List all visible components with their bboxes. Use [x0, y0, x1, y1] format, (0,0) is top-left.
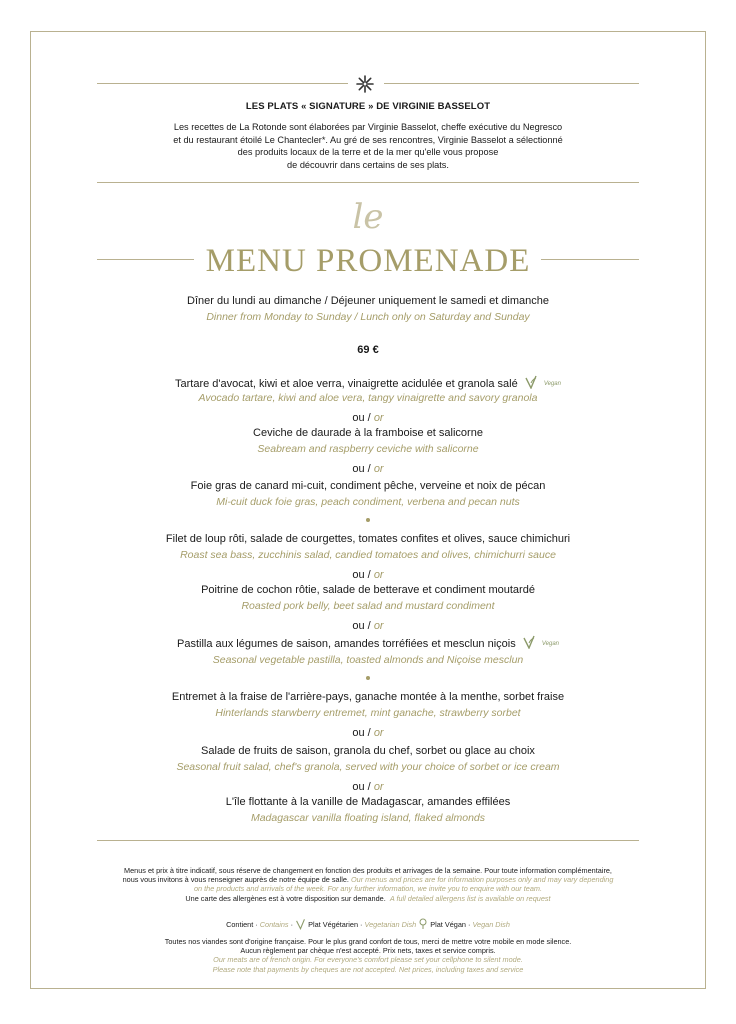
- menu-title: MENU PROMENADE: [205, 243, 531, 279]
- dish-fr: Tartare d'avocat, kiwi et aloe verra, vinaigrette acidulée et granola salé Vegan: [0, 375, 736, 393]
- vegan-icon: [418, 918, 428, 932]
- dietary-legend: Contient · Contains · Plat Végétarien · Vegetarian Dish Plat Végan · Vegan Dish: [0, 918, 736, 932]
- dish-en: Seabream and raspberry ceviche with salicorne: [257, 443, 479, 455]
- vegan-icon: Vegan: [541, 641, 559, 647]
- or-separator: ou / or: [352, 569, 384, 581]
- footer-notes: Toutes nos viandes sont d'origine française. Pour le plus grand confort de tous, merci de mettre votre mobile en mode silence. Aucun règlement par chèque n'est accepté. Prix nets, taxes et service compris. Our meats are of french origin. For everyone's comfort please set your cellphone to silent mode. Please note that payments by cheques are not accepted. Net prices, including taxes and service: [164, 937, 572, 974]
- signature-text: Les recettes de La Rotonde sont élaborées par Virginie Basselot, cheffe exécutive du Negresco et du restaurant étoilé Le Chantecler*. Au gré de ses rencontres, Virginie Basselot a sélectionné des produits locaux de la terre et de la mer qu'elle vous propose de découvrir dans certains de ses plats.: [173, 122, 563, 170]
- or-separator: ou / or: [352, 620, 384, 632]
- dish-en: Seasonal fruit salad, chef's granola, served with your choice of sorbet or ice cream: [176, 761, 560, 773]
- divider: [541, 259, 639, 260]
- divider: [97, 83, 348, 84]
- menu-price: 69 €: [357, 344, 379, 356]
- or-separator: ou / or: [352, 463, 384, 475]
- footer-disclaimer: Menus et prix à titre indicatif, sous réserve de changement en fonction des produits et arrivages de la semaine. Pour toute information complémentaire, nous vous invitons à vous renseigner auprès de notre équipe de salle. Our menus and prices are for information purposes only and may vary depending on the products and arrivals of the week. For any further information, we invite you to enquire with our team. Une carte des allergènes est à votre disposition sur demande. A full detailed allergens list is available on request: [122, 866, 614, 903]
- dish-en: Madagascar vanilla floating island, flaked almonds: [250, 812, 486, 824]
- dish-en: Avocado tartare, kiwi and aloe vera, tangy vinaigrette and savory granola: [198, 392, 538, 404]
- dish-fr: Ceviche de daurade à la framboise et salicorne: [253, 427, 483, 439]
- signature-title: LES PLATS « SIGNATURE » DE VIRGINIE BASSELOT: [245, 101, 491, 112]
- vegan-icon: Vegan: [543, 381, 561, 387]
- or-separator: ou / or: [352, 781, 384, 793]
- dish-en: Mi-cuit duck foie gras, peach condiment, verbena and pecan nuts: [216, 496, 520, 508]
- or-separator: ou / or: [352, 412, 384, 424]
- or-separator: ou / or: [352, 727, 384, 739]
- dish-fr: L'île flottante à la vanille de Madagascar, amandes effilées: [225, 796, 511, 808]
- dish-en: Roast sea bass, zucchinis salad, candied tomatoes and olives, chimichurri sauce: [180, 549, 556, 561]
- page-border: [30, 31, 706, 989]
- divider: [97, 182, 639, 183]
- dish-en: Roasted pork belly, beet salad and mustard condiment: [241, 600, 495, 612]
- vegetarian-icon: [295, 918, 306, 932]
- dish-fr: Salade de fruits de saison, granola du chef, sorbet ou glace au choix: [201, 745, 535, 757]
- dish-fr: Foie gras de canard mi-cuit, condiment pêche, verveine et noix de pécan: [190, 480, 546, 492]
- flower-ornament-icon: [355, 74, 375, 94]
- service-hours-en: Dinner from Monday to Sunday / Lunch only on Saturday and Sunday: [206, 311, 530, 323]
- divider: [97, 840, 639, 841]
- dish-fr: Entremet à la fraise de l'arrière-pays, ganache montée à la menthe, sorbet fraise: [171, 691, 565, 703]
- service-hours-fr: Dîner du lundi au dimanche / Déjeuner uniquement le samedi et dimanche: [187, 295, 549, 307]
- vegetarian-icon: [522, 635, 536, 653]
- dish-fr: Pastilla aux légumes de saison, amandes torréfiées et mesclun niçois Vegan: [0, 635, 736, 653]
- dish-en: Hinterlands starwberry entremet, mint ganache, strawberry sorbet: [215, 707, 521, 719]
- menu-le: le: [352, 197, 384, 237]
- dish-en: Seasonal vegetable pastilla, toasted almonds and Niçoise mesclun: [212, 654, 524, 666]
- section-dot: [366, 518, 370, 522]
- section-dot: [366, 676, 370, 680]
- divider: [384, 83, 639, 84]
- dish-fr: Poitrine de cochon rôtie, salade de betterave et condiment moutardé: [201, 584, 535, 596]
- dish-fr: Filet de loup rôti, salade de courgettes, tomates confites et olives, sauce chimichuri: [165, 533, 571, 545]
